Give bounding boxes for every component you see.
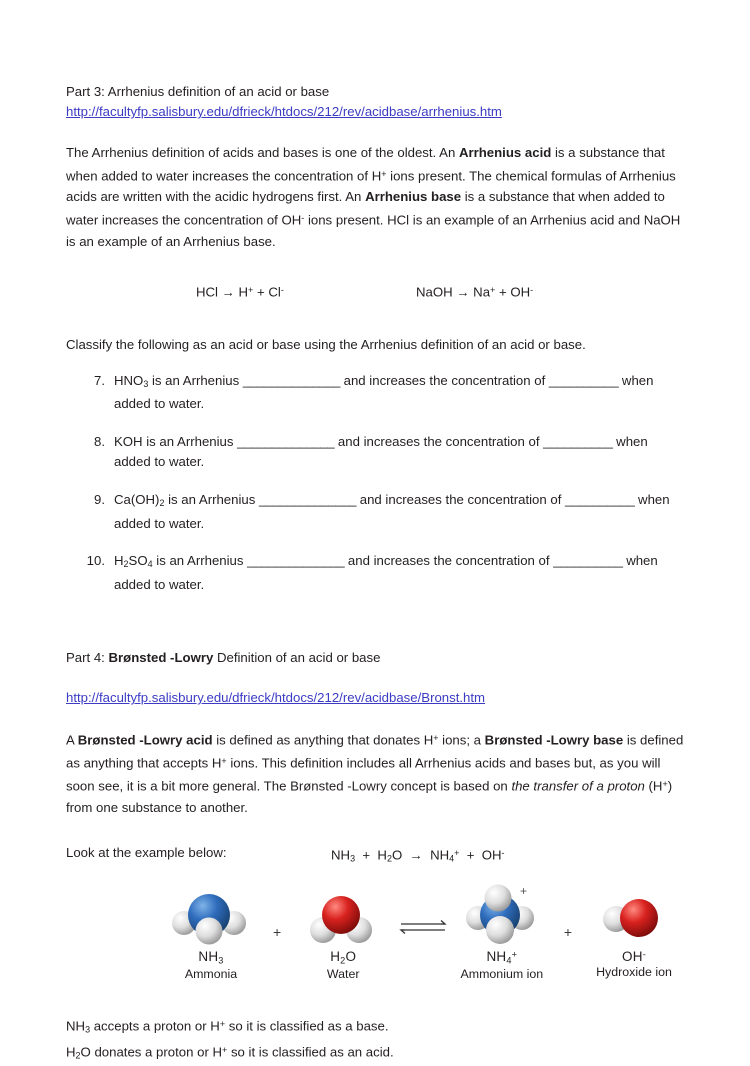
- c2-c: so it is classified as an acid.: [227, 1044, 394, 1060]
- molecule-diagram: [66, 884, 684, 1002]
- ex-plus-2: +: [466, 847, 475, 863]
- question-item-8: [66, 432, 684, 473]
- p3-seg-4: is a substance that when added to water increases the concentration of OH: [66, 189, 665, 228]
- q9-formula-sub: 2: [159, 498, 165, 509]
- ex-p2: OH: [481, 847, 502, 863]
- question-number: 8.: [94, 433, 105, 449]
- p4-seg-7: ) from one substance to another.: [66, 778, 673, 816]
- p3-seg-5: ions present. HCl is an example of an Arrhenius acid and NaOH is an example of an Arrhenius base.: [66, 212, 681, 249]
- p4-bold-bl-acid: Brønsted -Lowry acid: [77, 732, 213, 748]
- ex-arrow-icon: →: [409, 847, 423, 863]
- part3-url-line: [66, 102, 684, 122]
- q8-tail: when added to water.: [114, 433, 648, 470]
- equation-hcl: [196, 280, 416, 302]
- part4-url-link[interactable]: http://facultyfp.salisbury.edu/dfrieck/htdocs/212/rev/acidbase/Bronst.htm: [66, 690, 486, 706]
- classify-instruction: Classify the following as an acid or base using the Arrhenius definition of an acid or base.: [66, 336, 586, 352]
- q10-formula-main: H: [114, 553, 124, 569]
- question-number: 7.: [94, 372, 105, 388]
- ammonia-label: Ammonia: [184, 966, 238, 981]
- q8-mid2: and increases the concentration of: [334, 433, 544, 449]
- q7-mid2: and increases the concentration of: [339, 372, 549, 388]
- p4-seg-4: is defined as anything that accepts H: [66, 732, 684, 771]
- q9-blank-2[interactable]: __________: [565, 491, 635, 507]
- water-formula-tail: O: [345, 949, 357, 965]
- ammonium-svg: [452, 884, 552, 946]
- question-item-9: [66, 490, 684, 534]
- q10-formula-sub2: 4: [147, 559, 153, 570]
- molecule-ammonia: [161, 890, 261, 980]
- c1-b: accepts a proton or H: [90, 1018, 220, 1034]
- ammonium-formula-sub: 4: [506, 955, 512, 966]
- p4-italic-transfer: the transfer of a proton: [511, 778, 645, 794]
- eq2-product1-charge: +: [490, 285, 496, 296]
- part4-url-line: [66, 688, 684, 708]
- p3-bold-arrhenius-base: Arrhenius base: [365, 189, 462, 205]
- water-formula-main: H: [330, 949, 341, 965]
- water-formula: [330, 949, 356, 965]
- hydroxide-svg: [584, 890, 684, 946]
- q9-tail: when added to water.: [114, 491, 670, 531]
- question-text: [114, 551, 684, 595]
- c2-sup: +: [222, 1044, 228, 1055]
- ex-r1-sub: 3: [350, 853, 356, 864]
- ammonia-svg: [161, 890, 261, 946]
- ex-p1-sub: 4: [449, 853, 455, 864]
- molecule-hydroxide-ion: [584, 890, 684, 979]
- example-equation: [331, 843, 505, 869]
- q8-blank-2[interactable]: __________: [543, 433, 613, 449]
- part4-heading-prefix: Part 4:: [66, 650, 109, 666]
- q10-formula-sub: 2: [123, 559, 129, 570]
- document-content: [66, 82, 684, 1066]
- eq1-product1: H: [238, 284, 249, 300]
- q7-tail: when added to water.: [114, 372, 654, 412]
- eq2-plus: +: [498, 284, 507, 300]
- part3-url-link[interactable]: http://facultyfp.salisbury.edu/dfrieck/htdocs/212/rev/acidbase/arrhenius.htm: [66, 104, 502, 119]
- c2-b: donates a proton or H: [90, 1044, 223, 1060]
- water-model-icon: [293, 890, 393, 946]
- part3-heading-text: Arrhenius definition of an acid or base: [107, 84, 330, 99]
- ammonium-formula: [486, 949, 517, 965]
- ammonia-model-icon: [161, 890, 261, 946]
- question-text: [114, 432, 684, 473]
- q7-formula-sub: 3: [143, 378, 149, 389]
- ammonium-model-icon: [452, 884, 552, 946]
- eq2-arrow-icon: →: [456, 284, 470, 300]
- c1-a: NH: [66, 1018, 86, 1034]
- equation-naoh: [416, 280, 533, 302]
- ammonia-formula: [198, 949, 223, 965]
- eq2-product2: OH: [510, 284, 531, 300]
- ex-r2-tail: O: [391, 847, 403, 863]
- ex-r2: H: [377, 847, 387, 863]
- question-number: 9.: [94, 491, 105, 507]
- c2-sub: 2: [75, 1050, 81, 1061]
- p4-sup-plus-2: +: [221, 756, 227, 767]
- q8-blank-1[interactable]: ______________: [237, 433, 335, 449]
- diagram-plus-2: +: [563, 924, 572, 941]
- question-number: 10.: [86, 553, 105, 569]
- part4-heading-tail: Definition of an acid or base: [213, 650, 381, 666]
- conclusion-line-2: [66, 1040, 684, 1066]
- p4-seg-3: ions; a: [438, 732, 485, 748]
- equilibrium-arrow-icon: [393, 890, 452, 943]
- c1-sub: 3: [85, 1024, 91, 1035]
- eq2-reactant: NaOH: [416, 284, 453, 300]
- part3-paragraph: [66, 142, 684, 252]
- ammonium-formula-main: NH: [486, 949, 507, 965]
- q10-mid: is an Arrhenius: [152, 553, 248, 569]
- p4-bold-bl-base: Brønsted -Lowry base: [484, 732, 624, 748]
- p3-sup-minus: -: [301, 212, 305, 223]
- part4-paragraph: [66, 728, 684, 818]
- eq1-reactant: HCl: [196, 284, 218, 300]
- q10-tail: when added to water.: [114, 553, 658, 592]
- conclusion-line-1: [66, 1014, 684, 1040]
- eq1-product2: Cl: [268, 284, 281, 300]
- p3-seg-1: The Arrhenius definition of acids and bases is one of the oldest. An: [66, 145, 459, 160]
- q9-blank-1[interactable]: ______________: [259, 491, 357, 507]
- c1-sup: +: [219, 1019, 226, 1030]
- q7-mid: is an Arrhenius: [148, 372, 243, 388]
- molecule-row: [66, 884, 684, 981]
- eq2-product1: Na: [473, 284, 491, 300]
- p3-bold-arrhenius-acid: Arrhenius acid: [458, 145, 552, 160]
- example-label: Look at the example below:: [66, 844, 227, 860]
- p4-seg-1: A: [66, 732, 78, 748]
- part3-heading: [66, 82, 684, 102]
- svg-text:+: +: [519, 884, 527, 899]
- p4-sup-plus-3: +: [662, 779, 668, 790]
- hydroxide-formula-charge: -: [642, 949, 646, 960]
- water-formula-sub: 2: [340, 955, 346, 966]
- hydroxide-formula: [622, 949, 646, 964]
- p3-seg-3: ions present. The chemical formulas of Arrhenius acids are written with the acidic hydrogens first. An: [66, 167, 676, 205]
- q10-formula-tail: SO: [128, 553, 148, 569]
- ammonium-formula-charge: +: [511, 949, 518, 960]
- ex-r1: NH: [331, 847, 351, 863]
- molecule-water: [293, 890, 393, 980]
- q9-mid2: and increases the concentration of: [356, 491, 566, 507]
- ammonia-formula-sub: 3: [218, 955, 224, 966]
- p3-seg-2: is a substance that when added to water increases the concentration of H: [66, 145, 665, 183]
- q10-blank-1[interactable]: ______________: [247, 553, 345, 569]
- part3-heading-prefix: Part 3:: [66, 84, 108, 99]
- ex-p1: NH: [430, 847, 450, 863]
- part4-heading-bold: Brønsted -Lowry: [108, 650, 214, 666]
- c2-a: H: [66, 1044, 76, 1060]
- hydroxide-formula-main: OH: [622, 949, 643, 965]
- q9-mid: is an Arrhenius: [164, 491, 259, 507]
- p4-seg-5: ions. This definition includes all Arrhenius acids and bases but, as you will soon see, it is a bit more general. The Brønsted -Lowry concept is based on: [66, 755, 661, 794]
- molecule-ammonium-ion: [452, 884, 552, 981]
- hydroxide-model-icon: [584, 890, 684, 946]
- question-item-7: [66, 371, 684, 415]
- question-list: [66, 371, 684, 596]
- water-label: Water: [326, 966, 360, 981]
- ammonia-formula-main: NH: [198, 949, 219, 965]
- eq2-product2-charge: -: [530, 285, 534, 296]
- ex-plus-1: +: [362, 847, 371, 863]
- ex-p2-charge: -: [501, 847, 505, 858]
- p4-seg-2: is defined as anything that donates H: [212, 732, 434, 748]
- ammonium-label: Ammonium ion: [460, 966, 544, 981]
- q7-blank-1[interactable]: ______________: [242, 372, 340, 388]
- eq1-product1-charge: +: [248, 285, 254, 296]
- eq1-arrow-icon: →: [221, 284, 235, 300]
- q7-blank-2[interactable]: __________: [548, 372, 619, 388]
- q10-blank-2[interactable]: __________: [553, 553, 623, 569]
- arrhenius-equations-row: [66, 280, 684, 302]
- eq1-product2-charge: -: [280, 285, 284, 296]
- eq1-plus: +: [256, 284, 265, 300]
- q7-formula-main: HNO: [114, 372, 144, 388]
- water-svg: [293, 890, 393, 946]
- diagram-plus-1: +: [272, 924, 282, 941]
- c2-a2: O: [80, 1044, 91, 1060]
- question-text: [114, 490, 684, 534]
- question-item-10: [66, 551, 684, 595]
- q10-mid2: and increases the concentration of: [344, 553, 554, 569]
- c1-c: so it is classified as a base.: [225, 1018, 389, 1034]
- p4-seg-6: (H: [644, 778, 663, 794]
- question-text: [114, 371, 684, 415]
- ex-r2-sub: 2: [386, 853, 392, 864]
- q8-mid: is an Arrhenius: [142, 433, 238, 449]
- example-row: [66, 843, 684, 869]
- p3-sup-plus: +: [381, 168, 387, 179]
- q8-formula-main: KOH: [114, 433, 143, 449]
- ex-p1-charge: +: [454, 847, 460, 858]
- part4-heading: [66, 648, 684, 668]
- hydroxide-label: Hydroxide ion: [596, 965, 672, 980]
- equilibrium-arrow-svg: [397, 916, 449, 938]
- p4-sup-plus-1: +: [433, 733, 439, 744]
- q9-formula-main: Ca(OH): [114, 491, 160, 507]
